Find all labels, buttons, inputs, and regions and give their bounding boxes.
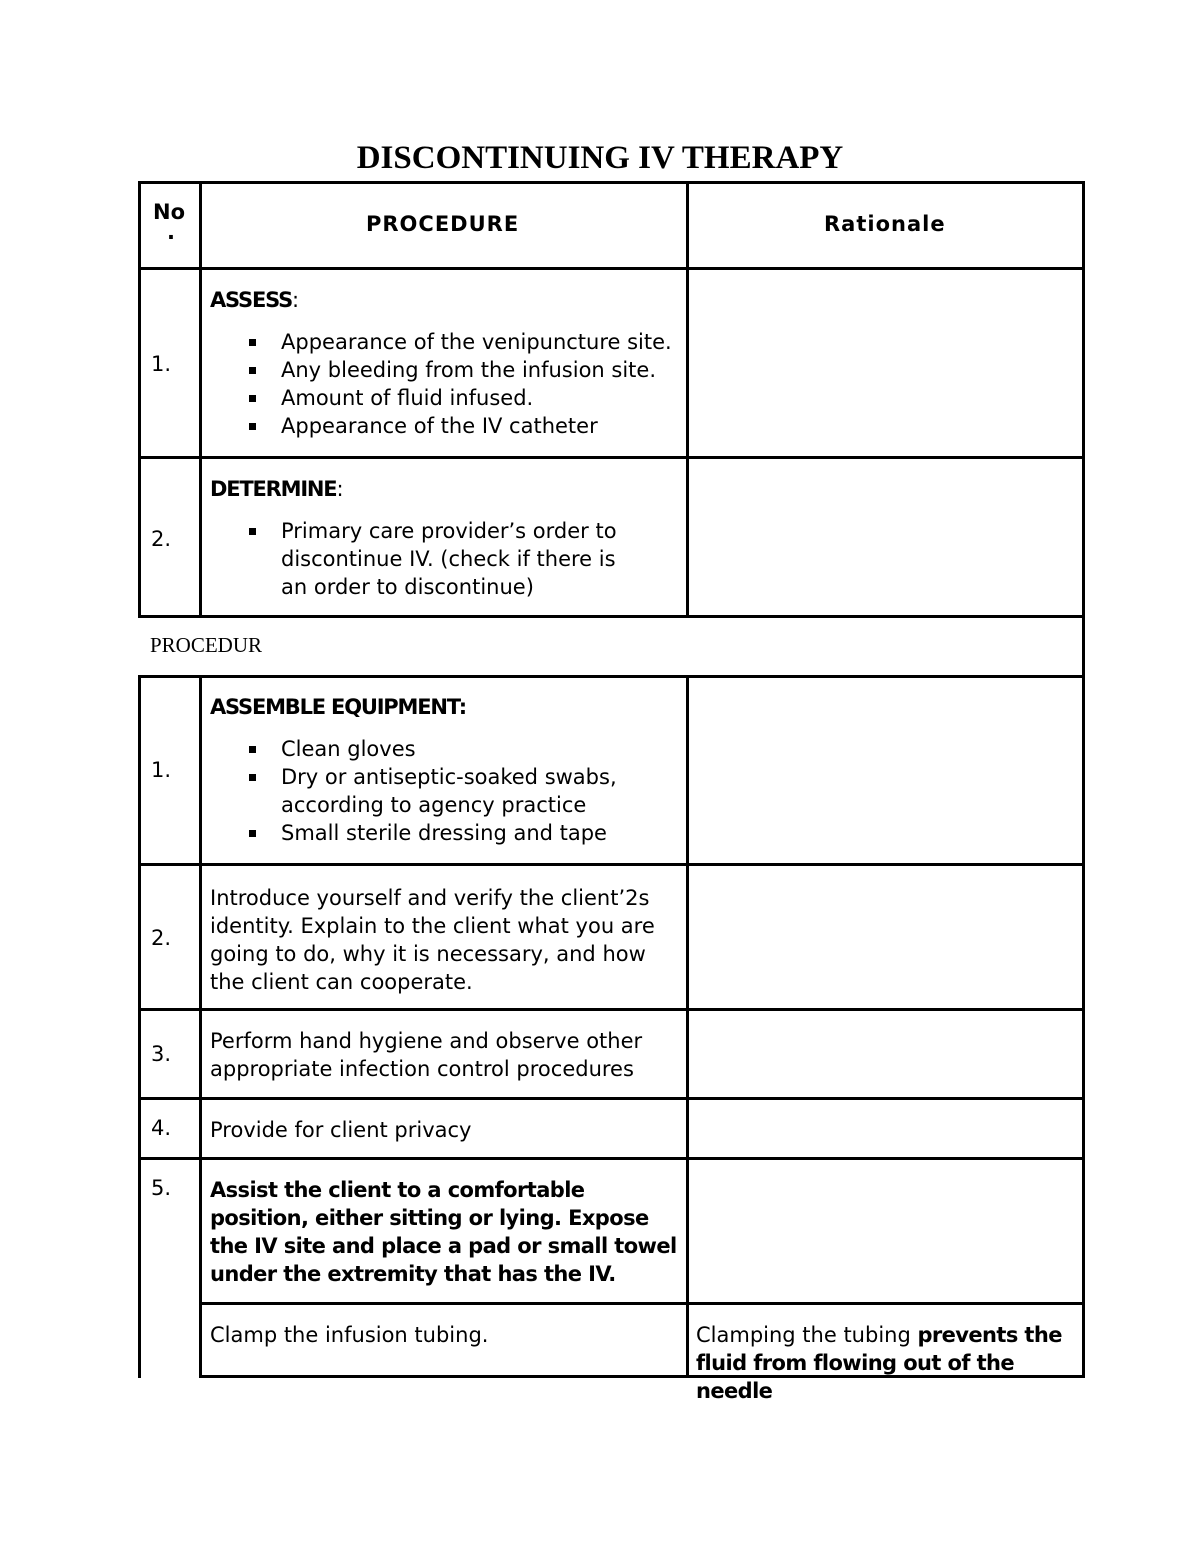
assemble-equipment-label: ASSEMBLE EQUIPMENT: (210, 695, 466, 719)
list-item: Primary care provider’s order to discontinue IV. (check if there is an order to discontinue) (210, 517, 641, 601)
row-number: 4. (151, 1116, 172, 1140)
assemble-equipment-step (210, 693, 680, 847)
list-item: Appearance of the IV catheter (210, 412, 680, 440)
determine-step: DETERMINE: Primary care provider’s order to discontinue IV. (check if there is an order to discontinue) (210, 475, 680, 601)
hand-hygiene-step: Perform hand hygiene and observe other appropriate infection control procedures (210, 1029, 643, 1081)
col-header-procedure: PROCEDURE (366, 212, 520, 236)
row-number: 3. (151, 1042, 172, 1066)
assess-label: ASSESS (210, 288, 293, 312)
position-client-step: Assist the client to a comfortable position, either sitting or lying. Expose the IV site and place a pad or small towel under the extremity that has the IV. (210, 1178, 677, 1286)
list-item: Clean gloves (210, 735, 680, 763)
page-title: DISCONTINUING IV THERAPY (356, 140, 844, 176)
col-header-no: No . (153, 200, 186, 244)
list-item: Appearance of the venipuncture site. (210, 328, 680, 356)
row-number: 1. (151, 758, 172, 782)
row-number: 2. (151, 926, 172, 950)
privacy-step: Provide for client privacy (210, 1118, 472, 1142)
list-item: Amount of fluid infused. (210, 384, 680, 412)
col-header-rationale: Rationale (824, 212, 946, 236)
introduce-step: Introduce yourself and verify the client’2s identity. Explain to the client what you are going to do, why it is necessary, and how the client can cooperate. (210, 886, 655, 994)
row-number: 5. (151, 1176, 172, 1200)
row-number: 2. (151, 527, 172, 551)
clamp-tubing-rationale: Clamping the tubing prevents the fluid from flowing out of the needle (696, 1323, 1062, 1403)
determine-label: DETERMINE (210, 477, 337, 501)
row-number: 1. (151, 352, 172, 376)
list-item: Small sterile dressing and tape (210, 819, 680, 847)
list-item: Dry or antiseptic-soaked swabs, according to agency practice (210, 763, 621, 819)
clamp-tubing-step: Clamp the infusion tubing. (210, 1323, 489, 1347)
list-item: Any bleeding from the infusion site. (210, 356, 680, 384)
section-label: PROCEDUR (150, 633, 263, 657)
assess-step: ASSESS: Appearance of the venipuncture site. Any bleeding from the infusion site. Amount of fluid infused. Appearance of the IV catheter (210, 286, 680, 440)
